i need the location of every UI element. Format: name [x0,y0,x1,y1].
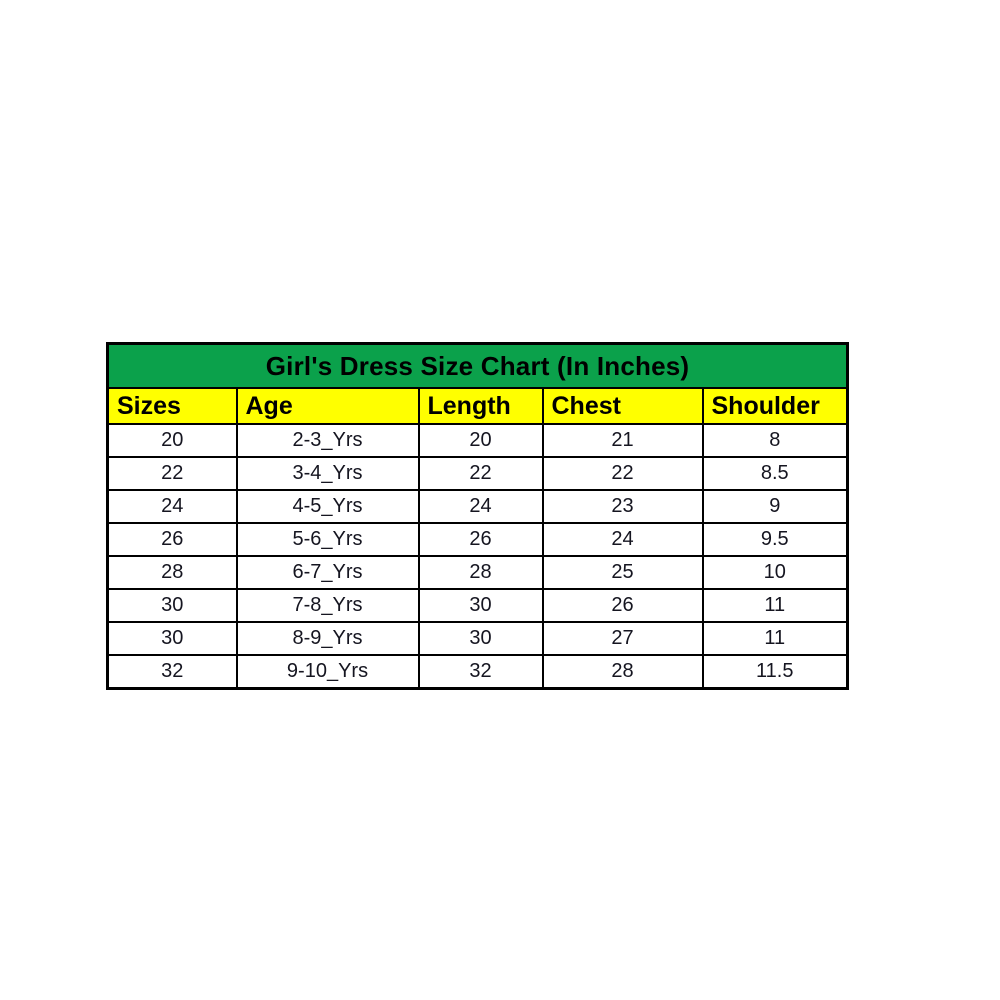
cell-sizes: 26 [108,523,237,556]
cell-chest: 24 [543,523,703,556]
cell-age: 4-5_Yrs [237,490,419,523]
column-header-shoulder: Shoulder [703,388,848,424]
cell-shoulder: 9.5 [703,523,848,556]
cell-shoulder: 8 [703,424,848,457]
cell-length: 22 [419,457,543,490]
table-row [108,424,848,457]
cell-length: 30 [419,622,543,655]
cell-sizes: 32 [108,655,237,689]
cell-sizes: 24 [108,490,237,523]
cell-sizes: 28 [108,556,237,589]
cell-chest: 23 [543,490,703,523]
table-row [108,490,848,523]
table-title: Girl's Dress Size Chart (In Inches) [108,344,848,389]
cell-age: 3-4_Yrs [237,457,419,490]
cell-age: 2-3_Yrs [237,424,419,457]
cell-shoulder: 10 [703,556,848,589]
size-chart-table [106,342,849,690]
cell-sizes: 30 [108,622,237,655]
table-row [108,655,848,689]
cell-chest: 28 [543,655,703,689]
table-row [108,622,848,655]
cell-shoulder: 11 [703,589,848,622]
table-row [108,589,848,622]
cell-length: 28 [419,556,543,589]
cell-sizes: 30 [108,589,237,622]
cell-shoulder: 9 [703,490,848,523]
cell-age: 8-9_Yrs [237,622,419,655]
cell-sizes: 20 [108,424,237,457]
column-header-chest: Chest [543,388,703,424]
cell-shoulder: 8.5 [703,457,848,490]
cell-chest: 21 [543,424,703,457]
cell-length: 20 [419,424,543,457]
header-row [108,388,848,424]
column-header-age: Age [237,388,419,424]
cell-chest: 27 [543,622,703,655]
cell-age: 7-8_Yrs [237,589,419,622]
cell-length: 24 [419,490,543,523]
table-row [108,523,848,556]
column-header-sizes: Sizes [108,388,237,424]
title-row [108,344,848,389]
cell-age: 6-7_Yrs [237,556,419,589]
table-row [108,457,848,490]
cell-chest: 26 [543,589,703,622]
table-row [108,556,848,589]
cell-age: 5-6_Yrs [237,523,419,556]
cell-length: 30 [419,589,543,622]
cell-age: 9-10_Yrs [237,655,419,689]
cell-chest: 22 [543,457,703,490]
cell-length: 26 [419,523,543,556]
cell-shoulder: 11 [703,622,848,655]
cell-sizes: 22 [108,457,237,490]
cell-chest: 25 [543,556,703,589]
cell-length: 32 [419,655,543,689]
column-header-length: Length [419,388,543,424]
cell-shoulder: 11.5 [703,655,848,689]
